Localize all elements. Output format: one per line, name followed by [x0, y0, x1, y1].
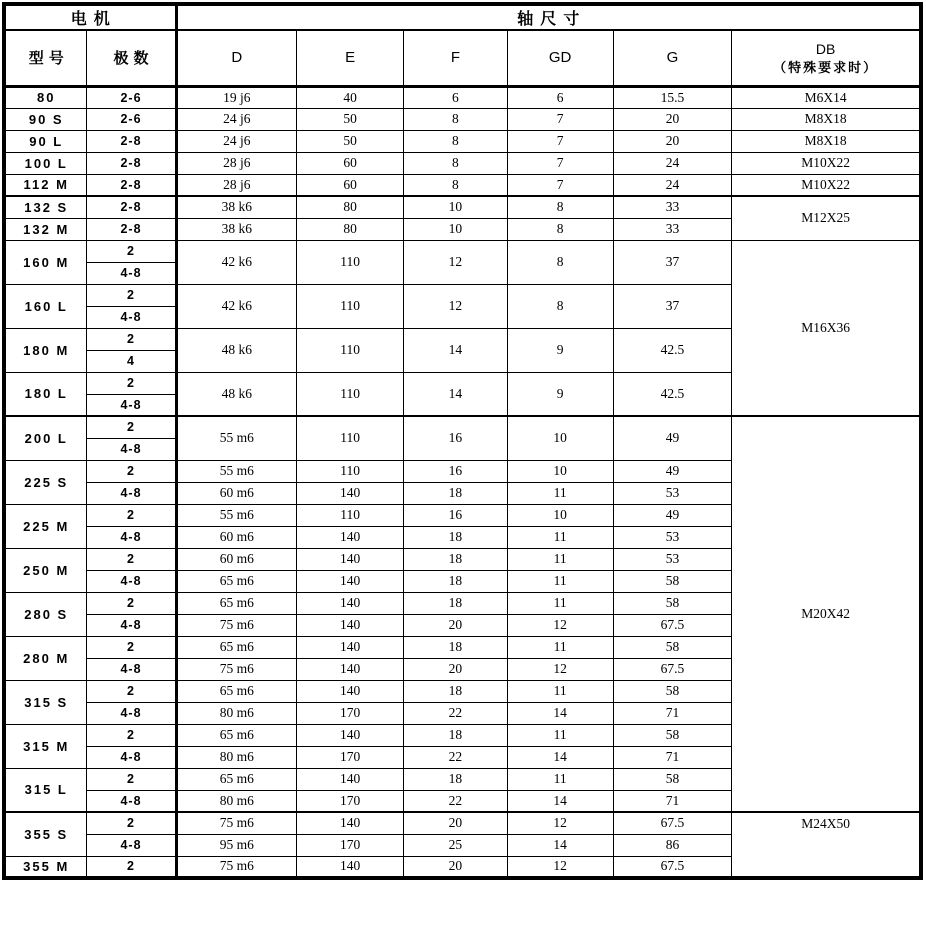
dim-cell-d: 75 m6 — [176, 658, 296, 680]
dim-cell-e: 140 — [297, 680, 404, 702]
dim-cell-f: 18 — [404, 592, 507, 614]
dim-cell-d: 60 m6 — [176, 526, 296, 548]
table-row — [4, 812, 921, 834]
dim-cell-d: 80 m6 — [176, 790, 296, 812]
poles-cell: 4 — [87, 350, 176, 372]
table-row — [4, 108, 921, 130]
model-cell: 225 S — [4, 460, 87, 504]
model-cell: 160 L — [4, 284, 87, 328]
column-header-gd: GD — [507, 30, 613, 86]
dim-cell-gd: 12 — [507, 856, 613, 878]
db-cell: M16X36 — [732, 240, 921, 416]
dim-cell-g: 67.5 — [613, 812, 731, 834]
dim-cell-f: 18 — [404, 482, 507, 504]
db-cell: M20X42 — [732, 416, 921, 812]
poles-cell: 2 — [87, 548, 176, 570]
dim-cell-gd: 11 — [507, 482, 613, 504]
dim-cell-d: 19 j6 — [176, 86, 296, 108]
dim-cell-gd: 11 — [507, 724, 613, 746]
dim-cell-e: 170 — [297, 790, 404, 812]
dim-cell-d: 75 m6 — [176, 812, 296, 834]
column-header-db-code: DB — [815, 41, 836, 58]
model-cell: 315 L — [4, 768, 87, 812]
poles-cell: 2 — [87, 416, 176, 438]
dim-cell-g: 49 — [613, 460, 731, 482]
dim-cell-gd: 11 — [507, 570, 613, 592]
dim-cell-g: 67.5 — [613, 658, 731, 680]
column-header-model: 型号 — [4, 30, 87, 86]
dim-cell-f: 14 — [404, 372, 507, 416]
poles-cell: 2 — [87, 592, 176, 614]
dim-cell-f: 8 — [404, 152, 507, 174]
dim-cell-gd: 8 — [507, 284, 613, 328]
model-cell: 280 M — [4, 636, 87, 680]
dim-cell-f: 18 — [404, 636, 507, 658]
dim-cell-g: 20 — [613, 108, 731, 130]
db-cell: M10X22 — [732, 152, 921, 174]
dim-cell-d: 48 k6 — [176, 328, 296, 372]
dim-cell-d: 65 m6 — [176, 724, 296, 746]
dim-cell-gd: 14 — [507, 790, 613, 812]
column-header-d: D — [176, 30, 296, 86]
dim-cell-e: 110 — [297, 460, 404, 482]
poles-cell: 2-6 — [87, 86, 176, 108]
dim-cell-d: 42 k6 — [176, 284, 296, 328]
dim-cell-f: 10 — [404, 218, 507, 240]
poles-cell: 2 — [87, 460, 176, 482]
dim-cell-e: 140 — [297, 614, 404, 636]
poles-cell: 4-8 — [87, 834, 176, 856]
dim-cell-g: 20 — [613, 130, 731, 152]
dim-cell-d: 95 m6 — [176, 834, 296, 856]
dim-cell-g: 24 — [613, 174, 731, 196]
table-row — [4, 240, 921, 262]
dim-cell-f: 14 — [404, 328, 507, 372]
poles-cell: 2 — [87, 284, 176, 306]
poles-cell: 2 — [87, 768, 176, 790]
dim-cell-gd: 7 — [507, 130, 613, 152]
poles-cell: 2-8 — [87, 218, 176, 240]
dim-cell-f: 20 — [404, 614, 507, 636]
dim-cell-gd: 14 — [507, 834, 613, 856]
motor-group-header: 电机 — [4, 4, 176, 30]
dim-cell-gd: 10 — [507, 504, 613, 526]
dim-cell-g: 71 — [613, 702, 731, 724]
shaft-dimension-table — [2, 2, 923, 880]
poles-cell: 4-8 — [87, 526, 176, 548]
model-cell: 180 L — [4, 372, 87, 416]
dim-cell-gd: 9 — [507, 372, 613, 416]
dim-cell-f: 8 — [404, 130, 507, 152]
dim-cell-e: 110 — [297, 328, 404, 372]
db-cell: M12X25 — [732, 196, 921, 240]
dim-cell-d: 60 m6 — [176, 482, 296, 504]
dim-cell-f: 18 — [404, 526, 507, 548]
model-cell: 132 M — [4, 218, 87, 240]
dim-cell-d: 55 m6 — [176, 416, 296, 460]
dim-cell-f: 8 — [404, 108, 507, 130]
model-cell: 90 S — [4, 108, 87, 130]
dim-cell-e: 140 — [297, 812, 404, 834]
dim-cell-g: 33 — [613, 218, 731, 240]
dim-cell-f: 18 — [404, 680, 507, 702]
db-cell: M24X50 — [732, 812, 921, 878]
dim-cell-gd: 8 — [507, 218, 613, 240]
poles-cell: 4-8 — [87, 306, 176, 328]
model-cell: 225 M — [4, 504, 87, 548]
poles-cell: 2 — [87, 328, 176, 350]
dim-cell-g: 71 — [613, 790, 731, 812]
dim-cell-gd: 7 — [507, 152, 613, 174]
dim-cell-gd: 10 — [507, 416, 613, 460]
poles-cell: 2 — [87, 724, 176, 746]
poles-cell: 4-8 — [87, 438, 176, 460]
dim-cell-d: 28 j6 — [176, 174, 296, 196]
dim-cell-g: 58 — [613, 768, 731, 790]
dim-cell-g: 67.5 — [613, 614, 731, 636]
column-header-db — [732, 30, 921, 86]
model-cell: 112 M — [4, 174, 87, 196]
dim-cell-g: 58 — [613, 636, 731, 658]
model-cell: 315 M — [4, 724, 87, 768]
dim-cell-g: 53 — [613, 548, 731, 570]
dim-cell-f: 10 — [404, 196, 507, 218]
dim-cell-d: 80 m6 — [176, 746, 296, 768]
poles-cell: 4-8 — [87, 702, 176, 724]
dim-cell-e: 110 — [297, 504, 404, 526]
dim-cell-f: 25 — [404, 834, 507, 856]
table-body — [4, 86, 921, 878]
dim-cell-e: 50 — [297, 108, 404, 130]
dim-cell-e: 140 — [297, 592, 404, 614]
dim-cell-f: 16 — [404, 416, 507, 460]
dim-cell-f: 18 — [404, 548, 507, 570]
dim-cell-g: 24 — [613, 152, 731, 174]
dim-cell-e: 140 — [297, 548, 404, 570]
dim-cell-g: 58 — [613, 592, 731, 614]
dim-cell-e: 140 — [297, 570, 404, 592]
poles-cell: 2 — [87, 680, 176, 702]
poles-cell: 4-8 — [87, 746, 176, 768]
dim-cell-d: 75 m6 — [176, 856, 296, 878]
dim-cell-gd: 7 — [507, 174, 613, 196]
poles-cell: 4-8 — [87, 614, 176, 636]
poles-cell: 2 — [87, 856, 176, 878]
dim-cell-gd: 7 — [507, 108, 613, 130]
model-cell: 355 S — [4, 812, 87, 856]
dim-cell-gd: 14 — [507, 702, 613, 724]
dim-cell-g: 71 — [613, 746, 731, 768]
shaft-group-header: 轴尺寸 — [176, 4, 921, 30]
model-cell: 160 M — [4, 240, 87, 284]
dim-cell-g: 49 — [613, 416, 731, 460]
table-row — [4, 86, 921, 108]
dim-cell-f: 12 — [404, 284, 507, 328]
table-header — [4, 4, 921, 86]
poles-cell: 4-8 — [87, 790, 176, 812]
dim-cell-gd: 11 — [507, 636, 613, 658]
dim-cell-g: 53 — [613, 526, 731, 548]
dim-cell-gd: 6 — [507, 86, 613, 108]
dim-cell-d: 65 m6 — [176, 636, 296, 658]
model-cell: 80 — [4, 86, 87, 108]
dim-cell-gd: 11 — [507, 548, 613, 570]
dim-cell-g: 37 — [613, 284, 731, 328]
dim-cell-e: 140 — [297, 658, 404, 680]
header-columns-row — [4, 30, 921, 86]
dim-cell-e: 110 — [297, 416, 404, 460]
dim-cell-g: 42.5 — [613, 372, 731, 416]
dim-cell-e: 110 — [297, 372, 404, 416]
model-cell: 315 S — [4, 680, 87, 724]
dim-cell-d: 38 k6 — [176, 196, 296, 218]
poles-cell: 4-8 — [87, 570, 176, 592]
poles-cell: 2 — [87, 240, 176, 262]
dim-cell-e: 140 — [297, 856, 404, 878]
dim-cell-e: 170 — [297, 702, 404, 724]
dim-cell-d: 65 m6 — [176, 570, 296, 592]
header-group-row — [4, 4, 921, 30]
dim-cell-f: 6 — [404, 86, 507, 108]
dim-cell-d: 28 j6 — [176, 152, 296, 174]
db-cell: M6X14 — [732, 86, 921, 108]
dim-cell-f: 16 — [404, 504, 507, 526]
dim-cell-e: 140 — [297, 768, 404, 790]
dim-cell-f: 22 — [404, 790, 507, 812]
dim-cell-g: 58 — [613, 570, 731, 592]
dim-cell-gd: 8 — [507, 196, 613, 218]
model-cell: 280 S — [4, 592, 87, 636]
dim-cell-e: 170 — [297, 746, 404, 768]
dim-cell-g: 58 — [613, 680, 731, 702]
dim-cell-f: 20 — [404, 658, 507, 680]
db-cell: M8X18 — [732, 108, 921, 130]
dim-cell-f: 22 — [404, 746, 507, 768]
column-header-g: G — [613, 30, 731, 86]
dim-cell-gd: 12 — [507, 614, 613, 636]
dim-cell-g: 42.5 — [613, 328, 731, 372]
dim-cell-e: 50 — [297, 130, 404, 152]
dim-cell-g: 67.5 — [613, 856, 731, 878]
dim-cell-f: 18 — [404, 724, 507, 746]
dim-cell-gd: 11 — [507, 768, 613, 790]
table-row — [4, 416, 921, 438]
poles-cell: 2-6 — [87, 108, 176, 130]
dim-cell-f: 18 — [404, 768, 507, 790]
dim-cell-gd: 10 — [507, 460, 613, 482]
column-header-db-note: （特殊要求时） — [773, 60, 879, 76]
dim-cell-f: 8 — [404, 174, 507, 196]
dim-cell-g: 58 — [613, 724, 731, 746]
dim-cell-g: 15.5 — [613, 86, 731, 108]
poles-cell: 2 — [87, 636, 176, 658]
dim-cell-e: 140 — [297, 724, 404, 746]
dim-cell-e: 140 — [297, 526, 404, 548]
dim-cell-d: 65 m6 — [176, 592, 296, 614]
dim-cell-d: 65 m6 — [176, 768, 296, 790]
dim-cell-f: 20 — [404, 856, 507, 878]
db-cell: M8X18 — [732, 130, 921, 152]
dim-cell-d: 24 j6 — [176, 130, 296, 152]
dim-cell-d: 75 m6 — [176, 614, 296, 636]
dim-cell-e: 80 — [297, 196, 404, 218]
dim-cell-e: 60 — [297, 174, 404, 196]
dim-cell-g: 86 — [613, 834, 731, 856]
dim-cell-gd: 12 — [507, 812, 613, 834]
dim-cell-d: 60 m6 — [176, 548, 296, 570]
dim-cell-d: 42 k6 — [176, 240, 296, 284]
dim-cell-d: 65 m6 — [176, 680, 296, 702]
table-row — [4, 130, 921, 152]
poles-cell: 2 — [87, 372, 176, 394]
dim-cell-gd: 14 — [507, 746, 613, 768]
dim-cell-d: 38 k6 — [176, 218, 296, 240]
column-header-e: E — [297, 30, 404, 86]
poles-cell: 2-8 — [87, 196, 176, 218]
model-cell: 100 L — [4, 152, 87, 174]
dim-cell-e: 80 — [297, 218, 404, 240]
poles-cell: 2-8 — [87, 152, 176, 174]
poles-cell: 2-8 — [87, 174, 176, 196]
dim-cell-gd: 9 — [507, 328, 613, 372]
dim-cell-e: 40 — [297, 86, 404, 108]
model-cell: 200 L — [4, 416, 87, 460]
dim-cell-gd: 11 — [507, 592, 613, 614]
table-row — [4, 196, 921, 218]
dim-cell-g: 37 — [613, 240, 731, 284]
dim-cell-f: 18 — [404, 570, 507, 592]
dim-cell-d: 24 j6 — [176, 108, 296, 130]
poles-cell: 4-8 — [87, 262, 176, 284]
dim-cell-d: 55 m6 — [176, 460, 296, 482]
dim-cell-e: 140 — [297, 636, 404, 658]
dim-cell-g: 33 — [613, 196, 731, 218]
dim-cell-gd: 8 — [507, 240, 613, 284]
poles-cell: 2 — [87, 504, 176, 526]
dim-cell-d: 80 m6 — [176, 702, 296, 724]
dim-cell-f: 16 — [404, 460, 507, 482]
db-cell: M10X22 — [732, 174, 921, 196]
dim-cell-gd: 11 — [507, 680, 613, 702]
dim-cell-d: 48 k6 — [176, 372, 296, 416]
dim-cell-e: 60 — [297, 152, 404, 174]
table-row — [4, 174, 921, 196]
model-cell: 355 M — [4, 856, 87, 878]
dim-cell-f: 22 — [404, 702, 507, 724]
model-cell: 132 S — [4, 196, 87, 218]
poles-cell: 2-8 — [87, 130, 176, 152]
column-header-poles: 极数 — [87, 30, 176, 86]
table-row — [4, 152, 921, 174]
dim-cell-gd: 12 — [507, 658, 613, 680]
poles-cell: 4-8 — [87, 658, 176, 680]
dim-cell-d: 55 m6 — [176, 504, 296, 526]
column-header-f: F — [404, 30, 507, 86]
model-cell: 250 M — [4, 548, 87, 592]
model-cell: 180 M — [4, 328, 87, 372]
dim-cell-f: 12 — [404, 240, 507, 284]
dim-cell-e: 110 — [297, 240, 404, 284]
model-cell: 90 L — [4, 130, 87, 152]
dim-cell-e: 140 — [297, 482, 404, 504]
poles-cell: 4-8 — [87, 482, 176, 504]
dim-cell-e: 110 — [297, 284, 404, 328]
dim-cell-e: 170 — [297, 834, 404, 856]
poles-cell: 4-8 — [87, 394, 176, 416]
poles-cell: 2 — [87, 812, 176, 834]
dim-cell-f: 20 — [404, 812, 507, 834]
dim-cell-gd: 11 — [507, 526, 613, 548]
dim-cell-g: 53 — [613, 482, 731, 504]
dim-cell-g: 49 — [613, 504, 731, 526]
